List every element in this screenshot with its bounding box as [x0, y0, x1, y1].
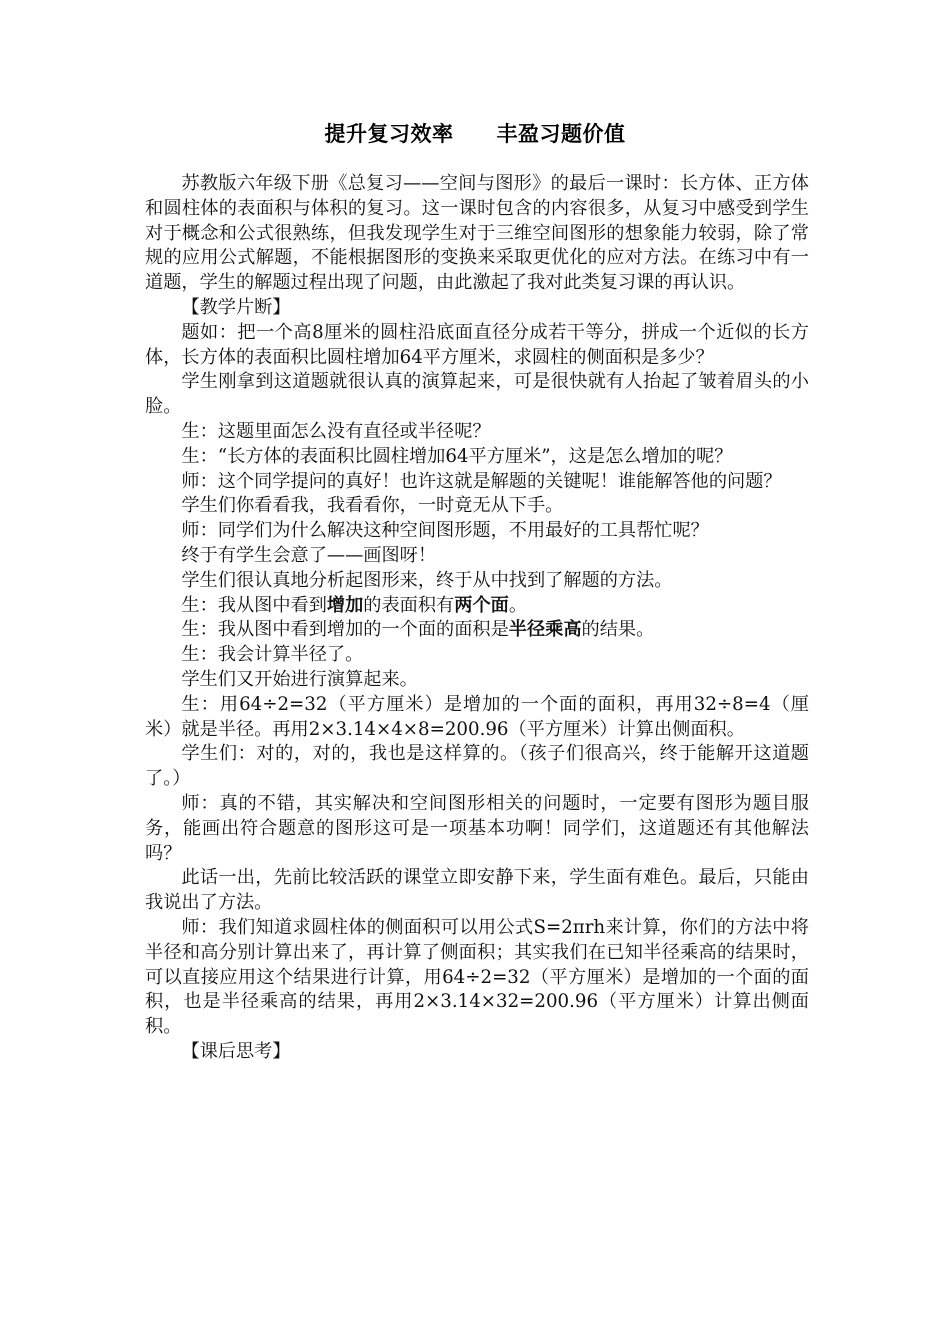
paragraph: 学生刚拿到这道题就很认真的演算起来，可是很快就有人抬起了皱着眉头的小脸。: [145, 371, 809, 418]
paragraph: 师：我们知道求圆柱体的侧面积可以用公式S=2πrh来计算，你们的方法中将半径和高分别计算出来了，再计算了侧面积；其实我们在已知半径乘高的结果时，可以直接应用这个结果进行计算，用64÷2=32（平方厘米）是增加的一个面的面积，也是半径乘高的结果，再用2×3.14×32=200.96（平方厘米）计算出侧面积。: [145, 916, 809, 1038]
paragraph: 此话一出，先前比较活跃的课堂立即安静下来，学生面有难色。最后，只能由我说出了方法。: [145, 867, 809, 914]
paragraph: 师：同学们为什么解决这种空间图形题，不用最好的工具帮忙呢？: [181, 520, 709, 542]
paragraph: 师：真的不错，其实解决和空间图形相关的问题时，一定要有图形为题目服务，能画出符合题意的图形这可是一项基本功啊！同学们，这道题还有其他解法吗？: [145, 792, 809, 864]
text-run: 的结果。: [581, 619, 655, 641]
text-run: 生：我从图中看到增加的一个面的面积是: [181, 619, 509, 641]
paragraph: 生：“长方体的表面积比圆柱增加64平方厘米”，这是怎么增加的呢？: [181, 445, 733, 467]
paragraph: 题如：把一个高8厘米的圆柱沿底面直径分成若干等分，拼成一个近似的长方体，长方体的表面积比圆柱增加64平方厘米，求圆柱的侧面积是多少？: [145, 321, 809, 368]
bold-text: 两个面: [454, 594, 509, 616]
document-title: 提升复习效率 丰盈习题价值: [324, 121, 626, 146]
paragraph: 学生们你看看我，我看看你，一时竟无从下手。: [181, 495, 564, 517]
paragraph: 生：这题里面怎么没有直径或半径呢？: [181, 420, 491, 442]
section-heading-reflection: 【课后思考】: [181, 1040, 291, 1062]
paragraph: 学生们很认真地分析起图形来，终于从中找到了解题的方法。: [181, 569, 673, 591]
paragraph-with-emphasis: [145, 618, 809, 643]
paragraph-with-emphasis: [145, 594, 809, 619]
bold-text: 增加: [326, 594, 364, 616]
bold-text: 半径乘高: [508, 619, 582, 641]
paragraph: 生：用64÷2=32（平方厘米）是增加的一个面的面积，再用32÷8=4（厘米）就是半径。再用2×3.14×4×8=200.96（平方厘米）计算出侧面积。: [145, 693, 809, 740]
paragraph: 终于有学生会意了——画图呀！: [181, 544, 437, 566]
paragraph: 苏教版六年级下册《总复习——空间与图形》的最后一课时：长方体、正方体和圆柱体的表面积与体积的复习。这一课时包含的内容很多，从复习中感受到学生对于概念和公式很熟练，但我发现学生对于三维空间图形的想象能力较弱，除了常规的应用公式解题，不能根据图形的变换来采取更优化的应对方法。在练习中有一道题，学生的解题过程出现了问题，由此激起了我对此类复习课的再认识。: [145, 173, 809, 294]
text-run: 生：我从图中看到: [181, 594, 327, 616]
paragraph: 学生们：对的，对的，我也是这样算的。（孩子们很高兴，终于能解开这道题了。）: [145, 743, 809, 790]
paragraph: 学生们又开始进行演算起来。: [181, 668, 418, 690]
section-heading-teaching-excerpt: 【教学片断】: [181, 296, 291, 318]
paragraph: 师：这个同学提问的真好！也许这就是解题的关键呢！谁能解答他的问题？: [181, 470, 782, 492]
paragraph: 生：我会计算半径了。: [181, 644, 364, 666]
text-run: 。: [508, 594, 528, 616]
document-body: [145, 172, 809, 1065]
text-run: 的表面积有: [363, 594, 455, 616]
